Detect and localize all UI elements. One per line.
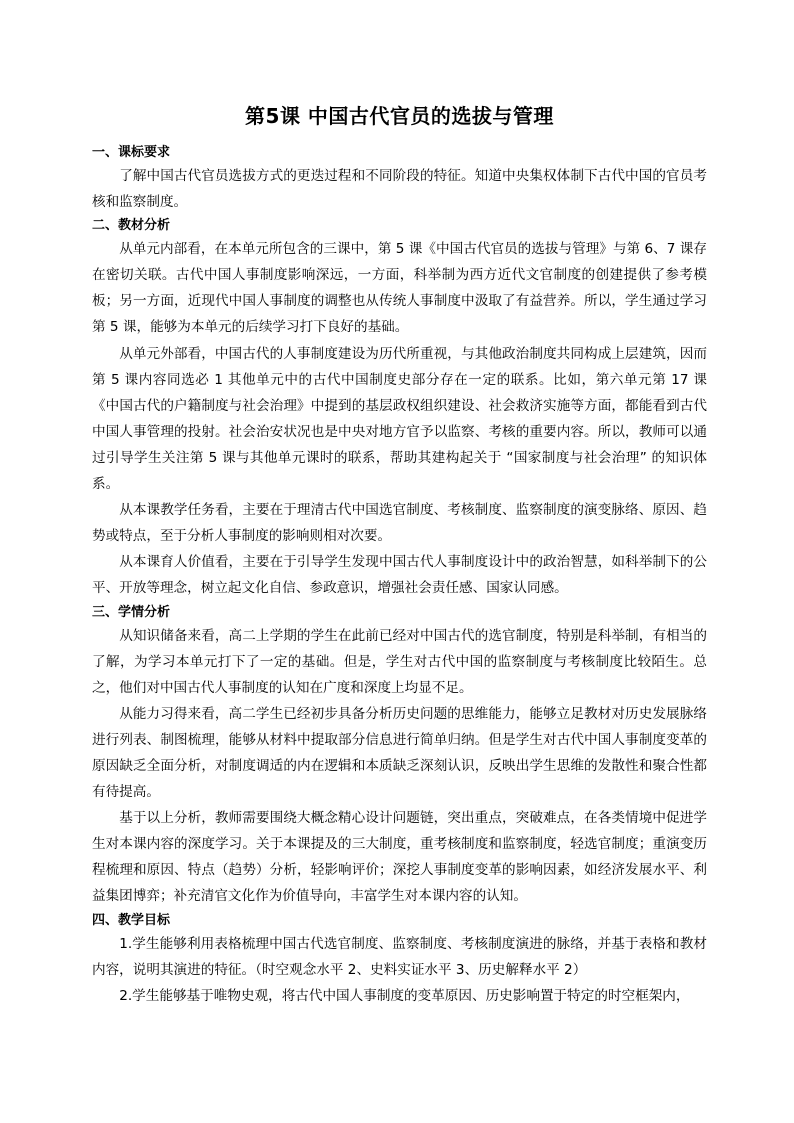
paragraph: 从知识储备来看，高二上学期的学生在此前已经对中国古代的选官制度，特别是科举制，有相当的了解，为学习本单元打下了一定的基础。但是，学生对古代中国的监察制度与考核制度比较陌生。总之，他们对中国古代人事制度的认知在广度和深度上均显不足。 xyxy=(92,627,707,696)
section-learner-analysis xyxy=(92,602,707,910)
section-heading: 二、教材分析 xyxy=(92,218,171,234)
paragraph: 从单元外部看，中国古代的人事制度建设为历代所重视，与其他政治制度共同构成上层建筑，因而第 5 课内容同选必 1 其他单元中的古代中国制度史部分存在一定的联系。比如，第六单元第 17 课《中国古代的户籍制度与社会治理》中提到的基层政权组织建设、社会救济实施等方面，都能看到古代中国人事管理的投射。社会治安状况也是中央对地方官予以监察、考核的重要内容。所以，教师可以通过引导学生关注第 5 课与其他单元课时的联系，帮助其建构起关于 “国家制度与社会治理” 的知识体系。 xyxy=(92,345,707,493)
paragraph: 1.学生能够利用表格梳理中国古代选官制度、监察制度、考核制度演进的脉络，并基于表格和教材内容，说明其演进的特征。（时空观念水平 2、史料实证水平 3、历史解释水平 2） xyxy=(92,935,707,978)
section-heading: 四、教学目标 xyxy=(92,912,171,928)
section-heading: 三、学情分析 xyxy=(92,604,171,620)
paragraph: 基于以上分析，教师需要围绕大概念精心设计问题链，突出重点，突破难点，在各类情境中促进学生对本课内容的深度学习。关于本课提及的三大制度，重考核制度和监察制度，轻选官制度；重演变历程梳理和原因、特点（趋势）分析，轻影响评价；深挖人事制度变革的影响因素，如经济发展水平、利益集团博弈；补充清官文化作为价值导向，丰富学生对本课内容的认知。 xyxy=(92,810,707,905)
document-body xyxy=(92,142,707,1009)
paragraph: 从本课育人价值看，主要在于引导学生发现中国古代人事制度设计中的政治智慧，如科举制下的公平、开放等理念，树立起文化自信、参政意识，增强社会责任感、国家认同感。 xyxy=(92,554,707,597)
document-title: 第5课 中国古代官员的选拔与管理 xyxy=(245,104,554,128)
section-heading: 一、课标要求 xyxy=(92,145,171,160)
section-curriculum-requirements xyxy=(92,142,707,215)
paragraph: 2.学生能够基于唯物史观，将古代中国人事制度的变革原因、历史影响置于特定的时空框架内， xyxy=(119,987,690,1004)
section-teaching-objectives xyxy=(92,910,707,1009)
paragraph: 从单元内部看，在本单元所包含的三课中，第 5 课《中国古代官员的选拔与管理》与第 6、7 课存在密切关联。古代中国人事制度影响深远，一方面，科举制为西方近代文官制度的创建提供了参考模板；另一方面，近现代中国人事制度的调整也从传统人事制度中汲取了有益营养。所以，学生通过学习第 5 课，能够为本单元的后续学习打下良好的基础。 xyxy=(92,241,707,336)
paragraph: 了解中国古代官员选拔方式的更迭过程和不同阶段的特征。知道中央集权体制下古代中国的官员考核和监察制度。 xyxy=(92,168,707,211)
paragraph: 从本课教学任务看，主要在于理清古代中国选官制度、考核制度、监察制度的演变脉络、原因、趋势或特点，至于分析人事制度的影响则相对次要。 xyxy=(92,502,707,545)
section-textbook-analysis xyxy=(92,215,707,601)
paragraph: 从能力习得来看，高二学生已经初步具备分析历史问题的思维能力，能够立足教材对历史发展脉络进行列表、制图梳理，能够从材料中提取部分信息进行简单归纳。但是学生对古代中国人事制度变革的原因缺乏全面分析，对制度调适的内在逻辑和本质缺乏深刻认识，反映出学生思维的发散性和聚合性都有待提高。 xyxy=(92,705,707,801)
